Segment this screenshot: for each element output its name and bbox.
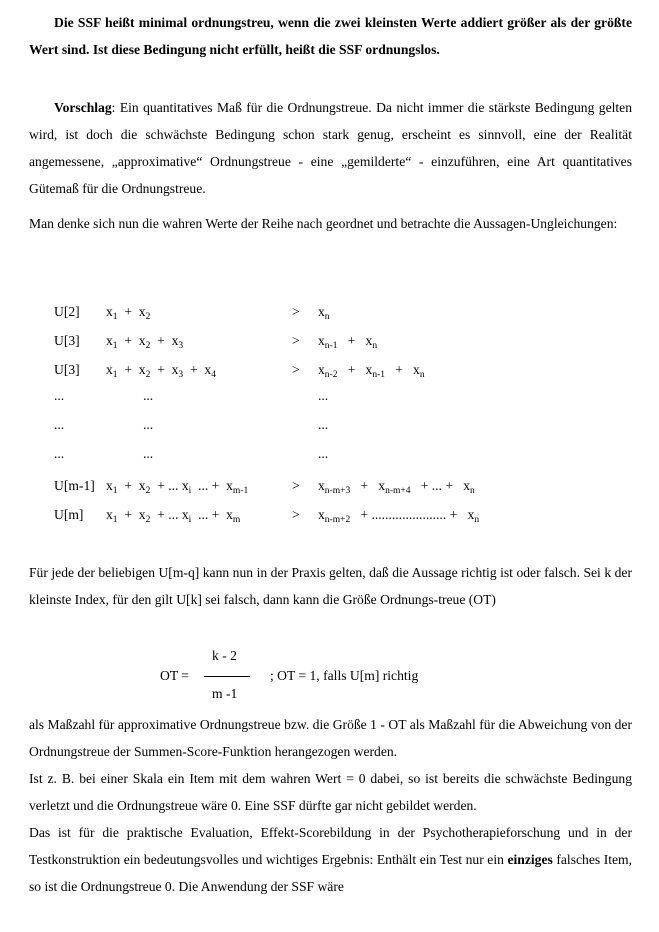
emphasis-einziges: einziges (507, 852, 553, 867)
proposal-paragraph (29, 94, 632, 202)
formula-denominator: m -1 (212, 686, 238, 701)
fraction-line (204, 676, 250, 677)
intro-inequalities-paragraph: Man denke sich nun die wahren Werte der Reihe nach geordnet und betrachte die Aussagen-Ungleichungen: (29, 216, 618, 231)
example-paragraph: Ist z. B. bei einer Skala ein Item mit dem wahren Wert = 0 dabei, so ist bereits die schwächste Bedingung verletzt und die Ordnungstreue wäre 0. Eine SSF dürfte gar nicht gebildet werden. (29, 771, 632, 813)
conclusion-paragraph: Das ist für die praktische Evaluation, Effekt-Scorebildung in der Psychotherapieforschung und in der Testkonstruktion ein bedeutungsvolles und wichtiges Ergebnis: Enthält ein Test nur ein einziges falsches Item, so ist die Ordnungstreue 0. Die Anwendung der SSF wäre (29, 825, 633, 894)
proposal-text: : Ein quantitatives Maß für die Ordnungstreue. Da nicht immer die stärkste Bedingung gelten wird, ist doch die schwächste Bedingung schon stark genug, erscheint es sinnvoll, eine der Realität angemessene, „approximative“ Ordnungstreue - eine „gemilderte“ - einzuführen, eine Art quantitatives Gütemaß für die Ordnungstreue. (29, 100, 632, 196)
proposal-lead: Vorschlag (54, 100, 112, 115)
definition-paragraph (29, 9, 632, 63)
ot-definition-paragraph: Für jede der beliebigen U[m-q] kann nun in der Praxis gelten, daß die Aussage richtig ist oder falsch. Sei k der kleinste Index, für den gilt U[k] sei falsch, dann kann die Größe Ordnungs-treue (OT) (29, 565, 632, 607)
formula-rest: ; OT = 1, falls U[m] richtig (270, 668, 419, 683)
measure-paragraph: als Maßzahl für approximative Ordnungstreue bzw. die Größe 1 - OT als Maßzahl für die Abweichung von der Ordnungstreue der Summen-Score-Funktion herangezogen werden. (29, 717, 632, 759)
formula-numerator: k - 2 (212, 648, 237, 663)
definition-text: Die SSF heißt minimal ordnungstreu, wenn die zwei kleinsten Werte addiert größer als der größte Wert sind. Ist diese Bedingung nicht erfüllt, heißt die SSF ordnungslos. (29, 15, 632, 57)
formula-lhs: OT = (160, 668, 189, 683)
document-page: Die SSF heißt minimal ordnungstreu, wenn die zwei kleinsten Werte addiert größer als der größte Wert sind. Ist diese Bedingung nicht erfüllt, heißt die SSF ordnungslos. Vorschlag: Ein quantitatives Maß für die Ordnungstreue. Da nicht immer die stärkste Bedingung gelten wird, ist doch die schwächste Bedingung schon stark genug, erscheint es sinnvoll, eine der Realität angemessene, „approximative“ Ordnungstreue - eine „gemilderte“ - einzuführen, eine Art quantitatives Gütemaß für die Ordnungstreue. Man denke sich nun die wahren Werte der Reihe nach geordnet und betrachte die Aussagen-Ungleichungen: U[2] $x_1 + x_2$ > $x_n$ U[3] $x_1 + x_2 + x_3$ > $x_{n-1} + x_n$ U[3] $x_1 + x_2 + x_3 + x_4$ > $x_{n-2} + x_{n-1} + x_n$ ... ... ... ... ... ... ... ... ... U[m-1] $x_1 + x_2$ + ... $x_i$ ... + $x_{m-1}$ > $x_{n-m+3} + x_{n-m+4}$ + ... + $x_n$ U[m] $x_1 + x_2$ + ... $x_i$ ... + $x_m$ > $x_{n-m+2}$ + ...................... + $x_n$ Für jede der beliebigen U[m-q] kann nun in der Praxis gelten, daß die Aussage richtig ist oder falsch. Sei k der kleinste Index, für den gilt U[k] sei falsch, dann kann die Größe Ordnungs-treue (OT) OT = k - 2 m -1 ; OT = 1, falls U[m] richtig als Maßzahl für approximative Ordnungstreue bzw. die Größe 1 - OT als Maßzahl für die Abweichung von der Ordnungstreue der Summen-Score-Funktion herangezogen werden. Ist z. B. bei einer Skala ein Item mit dem wahren Wert = 0 dabei, so ist bereits die schwächste Bedingung verletzt und die Ordnungstreue wäre 0. Eine SSF dürfte gar nicht gebildet werden. Das ist für die praktische Evaluation, Effekt-Scorebildung in der Psychotherapieforschung und in der Testkonstruktion ein bedeutungsvolles und wichtiges Ergebnis: Enthält ein Test nur ein einziges falsches Item, so ist die Ordnungstreue 0. Die Anwendung der SSF wäre (0, 0, 659, 932)
